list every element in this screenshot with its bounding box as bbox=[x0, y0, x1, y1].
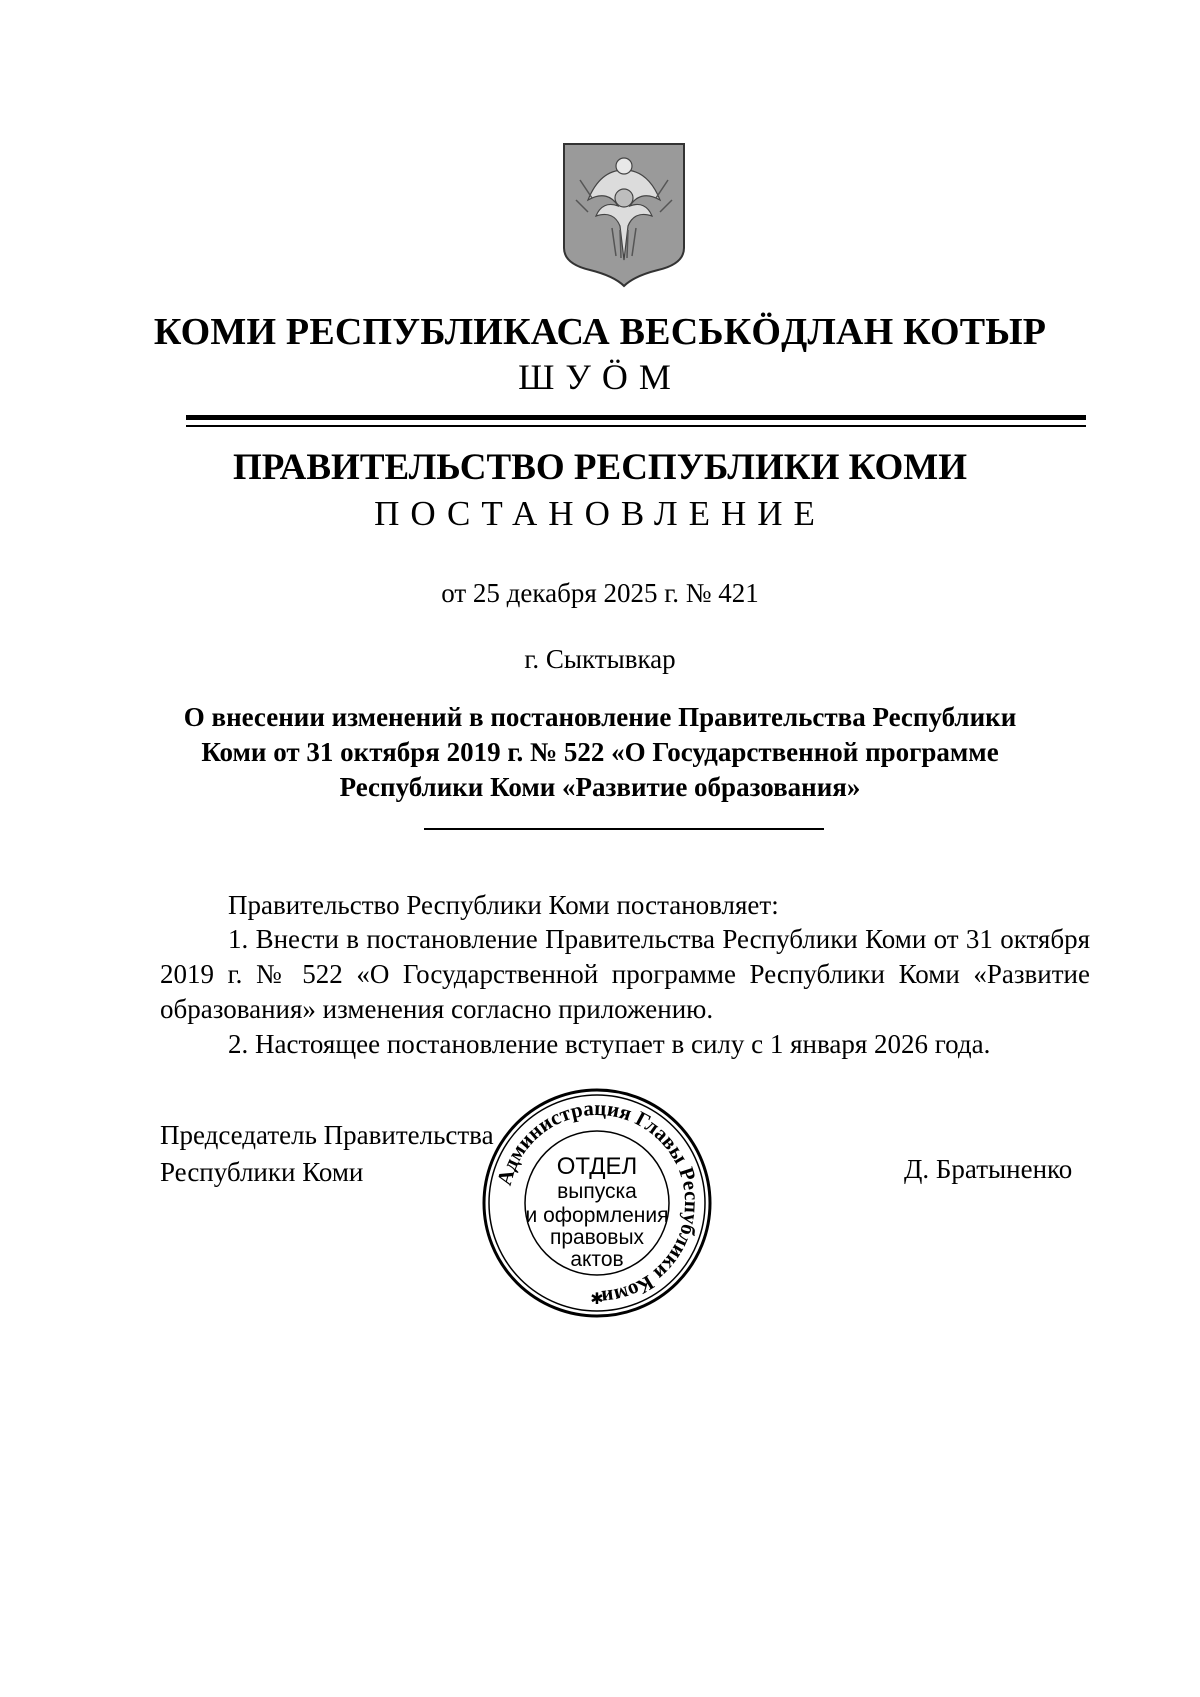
stamp-line: выпуска bbox=[557, 1180, 637, 1203]
stamp-ring-text: Администрация Главы Республики Коми bbox=[491, 1095, 705, 1311]
subject-line: Республики Коми «Развитие образования» bbox=[339, 772, 861, 802]
stamp-line: ОТДЕЛ bbox=[556, 1153, 638, 1180]
stamp-line: правовых bbox=[549, 1226, 645, 1249]
official-stamp bbox=[480, 1086, 714, 1320]
document-type: ПОСТАНОВЛЕНИЕ bbox=[374, 494, 826, 533]
coat-of-arms-icon bbox=[558, 140, 690, 288]
stamp-line: актов bbox=[570, 1248, 624, 1271]
subject-line: Коми от 31 октября 2019 г. № 522 «О Государственной программе bbox=[201, 737, 999, 767]
document-date-number: от 25 декабря 2025 г. № 421 bbox=[441, 578, 759, 608]
header-divider-thick bbox=[186, 415, 1086, 420]
signatory-title-line: Республики Коми bbox=[160, 1157, 364, 1187]
signatory-title-line: Председатель Правительства bbox=[160, 1120, 494, 1150]
subject-underline bbox=[424, 828, 824, 830]
komi-title: КОМИ РЕСПУБЛИКАСА ВЕСЬКӦДЛАН КОТЫР bbox=[153, 311, 1047, 353]
document-city: г. Сыктывкар bbox=[524, 644, 676, 674]
header-divider-thin bbox=[186, 425, 1086, 427]
signatory-title bbox=[160, 1117, 494, 1191]
body-item-1: 1. Внести в постановление Правительства Республики Коми от 31 октября 2019 г. № 522 «О Государственной программе Республики Коми «Развитие образования» изменения согласно приложению. bbox=[160, 924, 1090, 1024]
stamp-line: и оформления bbox=[525, 1204, 669, 1227]
signatory-name: Д. Братыненко bbox=[904, 1154, 1073, 1184]
komi-doc-type: ШУӦМ bbox=[518, 357, 682, 397]
document-subject bbox=[150, 700, 1050, 805]
body-intro: Правительство Республики Коми постановляет: bbox=[228, 890, 779, 920]
stamp-star-icon: ✱ bbox=[590, 1289, 604, 1308]
subject-line: О внесении изменений в постановление Правительства Республики bbox=[183, 702, 1017, 732]
body-item-2: 2. Настоящее постановление вступает в силу с 1 января 2026 года. bbox=[228, 1029, 991, 1059]
government-title: ПРАВИТЕЛЬСТВО РЕСПУБЛИКИ КОМИ bbox=[233, 447, 967, 488]
